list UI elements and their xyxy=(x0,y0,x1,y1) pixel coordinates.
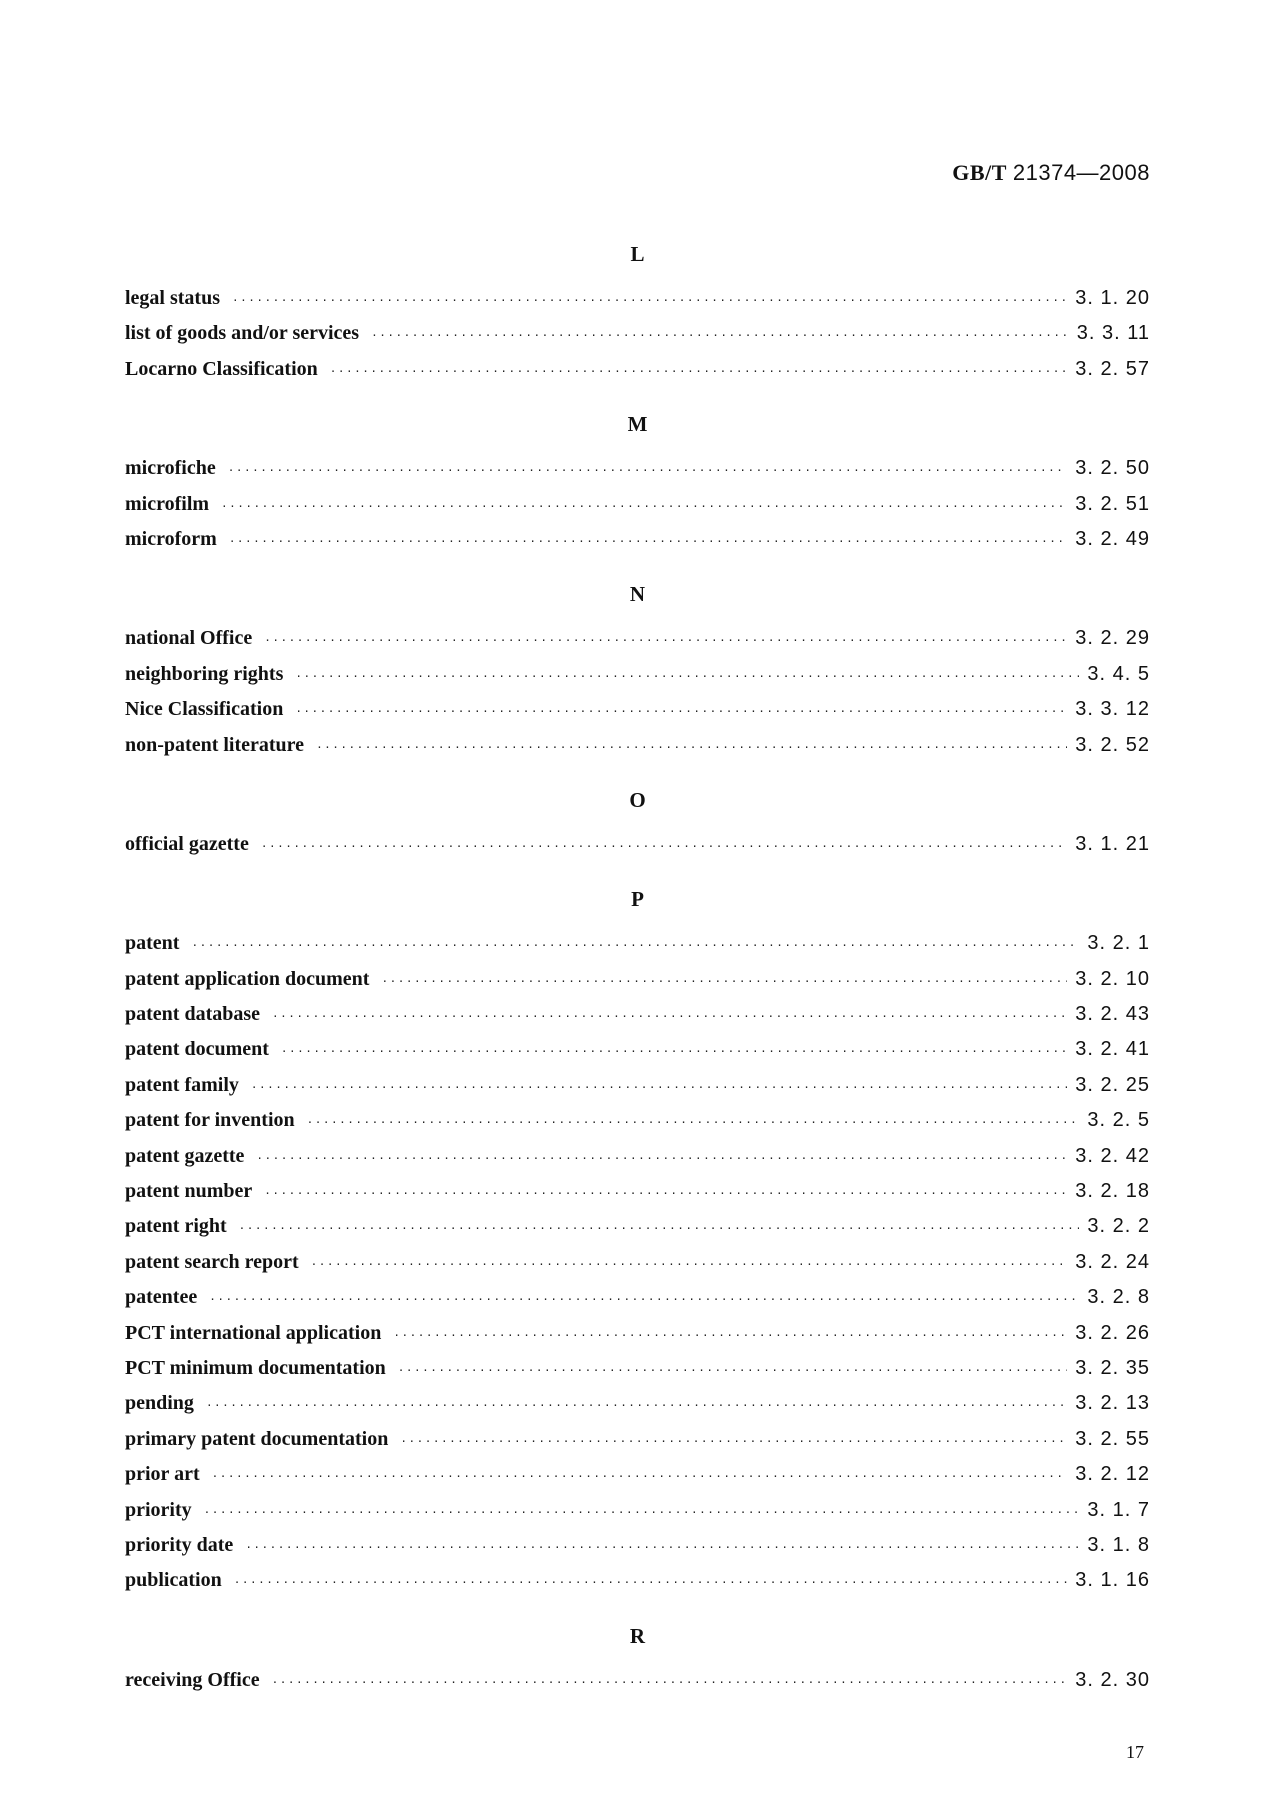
dot-leader xyxy=(228,453,1068,488)
entry-reference: 3. 2. 18 xyxy=(1075,1180,1150,1203)
entry-reference: 3. 1. 8 xyxy=(1087,1533,1150,1556)
dot-leader xyxy=(245,1530,1079,1565)
entry-term: official gazette xyxy=(125,832,249,855)
entry-term: patent document xyxy=(125,1038,269,1061)
index-entry xyxy=(125,1174,1150,1209)
entry-reference: 3. 2. 49 xyxy=(1075,527,1150,550)
dot-leader xyxy=(256,1141,1067,1176)
index-entry xyxy=(125,1422,1150,1457)
dot-leader xyxy=(398,1353,1068,1388)
index-entry xyxy=(125,728,1150,763)
entry-reference: 3. 2. 2 xyxy=(1087,1215,1150,1238)
entry-reference: 3. 2. 12 xyxy=(1075,1463,1150,1486)
entry-reference: 3. 2. 30 xyxy=(1075,1668,1150,1691)
entry-reference: 3. 2. 50 xyxy=(1075,457,1150,480)
index-entry xyxy=(125,962,1150,997)
index-entry xyxy=(125,692,1150,727)
index-entry xyxy=(125,926,1150,961)
entry-term: list of goods and/or services xyxy=(125,322,360,345)
entry-reference: 3. 2. 26 xyxy=(1075,1321,1150,1344)
index-entry xyxy=(125,1563,1150,1598)
dot-leader xyxy=(393,1318,1067,1353)
index-entry xyxy=(125,997,1150,1032)
entry-reference: 3. 2. 55 xyxy=(1075,1427,1150,1450)
index-section-o xyxy=(125,782,1150,862)
index-entry xyxy=(125,1032,1150,1067)
section-letter: M xyxy=(627,412,648,437)
index-section-l xyxy=(125,236,1150,387)
dot-leader xyxy=(330,354,1068,389)
index-entry xyxy=(125,487,1150,522)
dot-leader xyxy=(272,1665,1068,1700)
section-letter: P xyxy=(631,887,644,912)
index-section-r xyxy=(125,1618,1150,1698)
entry-term: neighboring rights xyxy=(125,662,284,685)
index-entry xyxy=(125,657,1150,692)
dot-leader xyxy=(261,829,1067,864)
entry-reference: 3. 3. 12 xyxy=(1075,698,1150,721)
dot-leader xyxy=(400,1424,1067,1459)
entry-term: patent family xyxy=(125,1073,239,1096)
dot-leader xyxy=(251,1070,1067,1105)
index-section-n xyxy=(125,576,1150,763)
entry-term: patent gazette xyxy=(125,1144,245,1167)
entry-reference: 3. 2. 24 xyxy=(1075,1250,1150,1273)
index-entry xyxy=(125,1280,1150,1315)
entry-term: non-patent literature xyxy=(125,733,305,756)
entry-term: patentee xyxy=(125,1286,198,1309)
dot-leader xyxy=(221,489,1067,524)
section-letter: L xyxy=(630,242,645,266)
standard-number: 21374—2008 xyxy=(1012,160,1150,185)
dot-leader xyxy=(307,1105,1080,1140)
entry-term: patent for invention xyxy=(125,1109,295,1132)
index-entry xyxy=(125,1493,1150,1528)
entry-term: microfiche xyxy=(125,457,216,480)
section-letter: R xyxy=(629,1623,646,1648)
dot-leader xyxy=(311,1247,1068,1282)
index-entry xyxy=(125,1386,1150,1421)
entry-term: Nice Classification xyxy=(125,698,284,721)
dot-leader xyxy=(371,318,1069,353)
index-entry xyxy=(125,1316,1150,1351)
dot-leader xyxy=(264,1176,1067,1211)
entry-term: microfilm xyxy=(125,492,210,515)
entry-term: priority date xyxy=(125,1533,234,1556)
entry-term: priority xyxy=(125,1498,192,1521)
dot-leader xyxy=(316,730,1067,765)
dot-leader xyxy=(295,694,1067,729)
dot-leader xyxy=(272,999,1067,1034)
index-entry xyxy=(125,352,1150,387)
dot-leader xyxy=(232,283,1067,318)
entry-reference: 3. 2. 29 xyxy=(1075,627,1150,650)
entry-term: patent application document xyxy=(125,967,370,990)
index-entry xyxy=(125,1351,1150,1386)
index-entry xyxy=(125,827,1150,862)
dot-leader xyxy=(212,1459,1068,1494)
entry-reference: 3. 2. 41 xyxy=(1075,1038,1150,1061)
entry-term: PCT international application xyxy=(125,1321,382,1344)
entry-reference: 3. 4. 5 xyxy=(1087,662,1150,685)
index-entry xyxy=(125,621,1150,656)
entry-term: PCT minimum documentation xyxy=(125,1356,386,1379)
index-entry xyxy=(125,1139,1150,1174)
entry-term: patent search report xyxy=(125,1250,299,1273)
entry-reference: 3. 3. 11 xyxy=(1076,322,1150,345)
entry-term: legal status xyxy=(125,287,220,309)
entry-term: patent database xyxy=(125,1003,261,1026)
index-section-m xyxy=(125,406,1150,557)
dot-leader xyxy=(204,1495,1080,1530)
entry-reference: 3. 2. 13 xyxy=(1075,1392,1150,1415)
index-entry xyxy=(125,1103,1150,1138)
standard-code: GB/T xyxy=(952,160,1007,185)
index-entry xyxy=(125,1663,1150,1698)
dot-leader xyxy=(381,964,1067,999)
dot-leader xyxy=(209,1282,1079,1317)
dot-leader xyxy=(239,1211,1080,1246)
index-entry xyxy=(125,1209,1150,1244)
index-entry xyxy=(125,1528,1150,1563)
entry-reference: 3. 2. 42 xyxy=(1075,1144,1150,1167)
entry-reference: 3. 1. 21 xyxy=(1075,832,1150,855)
section-letter: O xyxy=(629,787,646,812)
document-header xyxy=(952,160,1150,186)
entry-term: receiving Office xyxy=(125,1668,260,1691)
entry-reference: 3. 2. 57 xyxy=(1075,357,1150,380)
index-entry xyxy=(125,451,1150,486)
entry-term: pending xyxy=(125,1392,194,1415)
dot-leader xyxy=(281,1034,1067,1069)
entry-term: primary patent documentation xyxy=(125,1427,389,1450)
entry-reference: 3. 2. 51 xyxy=(1075,492,1150,515)
index-entry xyxy=(125,1068,1150,1103)
index-entry xyxy=(125,1245,1150,1280)
entry-term: publication xyxy=(125,1569,222,1592)
entry-reference: 3. 1. 7 xyxy=(1087,1498,1150,1521)
entry-term: patent number xyxy=(125,1180,253,1203)
dot-leader xyxy=(234,1565,1068,1600)
entry-reference: 3. 2. 52 xyxy=(1075,733,1150,756)
entry-reference: 3. 2. 25 xyxy=(1075,1073,1150,1096)
entry-reference: 3. 2. 43 xyxy=(1075,1003,1150,1026)
entry-term: patent right xyxy=(125,1215,227,1238)
dot-leader xyxy=(264,623,1067,658)
dot-leader xyxy=(295,659,1079,694)
dot-leader xyxy=(229,524,1067,559)
dot-leader xyxy=(191,928,1079,963)
index-entry xyxy=(125,281,1150,316)
entry-reference: 3. 2. 5 xyxy=(1087,1109,1150,1132)
index-entry xyxy=(125,1457,1150,1492)
entry-term: patent xyxy=(125,932,180,955)
index-entry xyxy=(125,522,1150,557)
entry-reference: 3. 2. 10 xyxy=(1075,967,1150,990)
index-section-p xyxy=(125,881,1150,1598)
section-letter: N xyxy=(629,582,646,607)
dot-leader xyxy=(206,1388,1067,1423)
index-entry xyxy=(125,316,1150,351)
index-body xyxy=(125,236,1150,1698)
entry-reference: 3. 2. 35 xyxy=(1075,1356,1150,1379)
entry-term: microform xyxy=(125,527,217,550)
entry-reference: 3. 1. 16 xyxy=(1075,1569,1150,1592)
entry-term: national Office xyxy=(125,627,253,650)
entry-term: Locarno Classification xyxy=(125,357,318,380)
entry-reference: 3. 2. 1 xyxy=(1087,932,1150,955)
entry-term: prior art xyxy=(125,1463,200,1486)
page-number: 17 xyxy=(1126,1742,1144,1762)
entry-reference: 3. 1. 20 xyxy=(1075,287,1150,309)
entry-reference: 3. 2. 8 xyxy=(1087,1286,1150,1309)
